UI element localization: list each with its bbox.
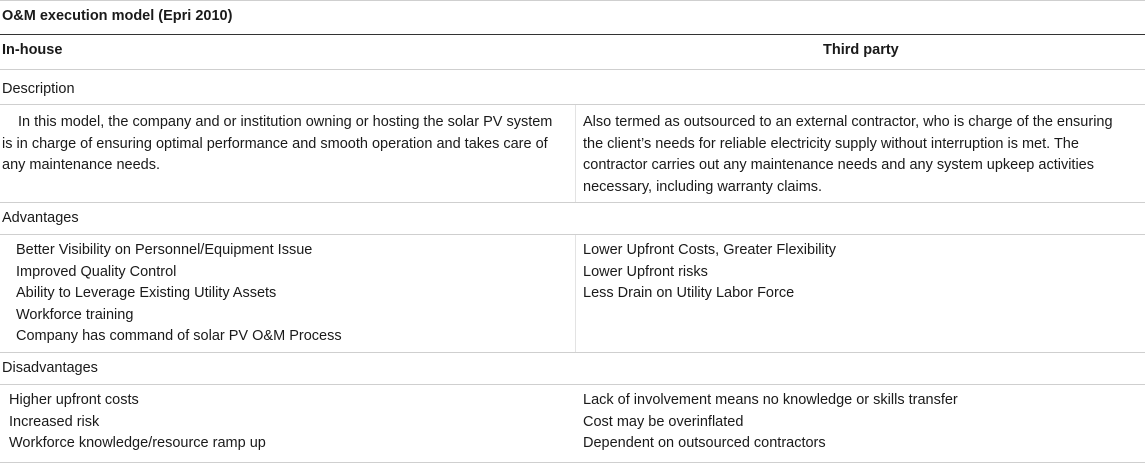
title-rule — [0, 34, 1145, 35]
disadvantages-rule — [0, 384, 1145, 385]
advantages-body-rule — [0, 352, 1145, 353]
column-header-third-party: Third party — [823, 42, 899, 58]
list-item: Better Visibility on Personnel/Equipment Issue — [16, 242, 313, 258]
header-rule — [0, 69, 1145, 70]
table-title: O&M execution model (Epri 2010) — [2, 8, 233, 24]
list-item: Lower Upfront Costs, Greater Flexibility — [583, 242, 837, 258]
description-line: Also termed as outsourced to an external contractor, who is charge of the ensuring — [583, 114, 1113, 130]
list-item: Improved Quality Control — [16, 263, 177, 280]
description-line: any maintenance needs. — [2, 157, 160, 173]
section-label-disadvantages: Disadvantages — [2, 360, 98, 376]
advantages-in-house-cell — [16, 240, 342, 348]
bottom-rule — [0, 462, 1145, 463]
section-label-advantages: Advantages — [2, 210, 79, 226]
list-item: Workforce knowledge/resource ramp up — [9, 435, 266, 451]
description-line: necessary, including warranty claims. — [583, 178, 823, 195]
column-divider — [575, 235, 576, 352]
advantages-third-party-cell — [583, 240, 836, 305]
top-rule — [0, 0, 1145, 1]
description-line: In this model, the company and or institution owning or hosting the solar PV system — [18, 114, 553, 130]
description-line: contractor carries out any maintenance needs and any system upkeep activities — [583, 157, 1094, 173]
description-body-rule — [0, 202, 1145, 203]
advantages-rule — [0, 234, 1145, 235]
disadvantages-third-party-cell — [583, 390, 958, 455]
list-item: Ability to Leverage Existing Utility Assets — [16, 285, 277, 301]
description-rule — [0, 104, 1145, 105]
column-divider — [575, 105, 576, 202]
list-item: Dependent on outsourced contractors — [583, 435, 826, 451]
list-item: Cost may be overinflated — [583, 413, 744, 430]
list-item: Increased risk — [9, 413, 100, 430]
section-label-description: Description — [2, 81, 75, 97]
list-item: Higher upfront costs — [9, 392, 139, 408]
description-line: the client’s needs for reliable electricity supply without interruption is met. The — [583, 135, 1079, 152]
description-third-party-cell — [583, 112, 1113, 198]
column-header-in-house: In-house — [2, 42, 63, 58]
list-item: Workforce training — [16, 306, 134, 323]
list-item: Lower Upfront risks — [583, 263, 708, 280]
list-item: Company has command of solar PV O&M Process — [16, 328, 342, 344]
disadvantages-in-house-cell — [9, 390, 266, 455]
description-in-house-cell — [2, 112, 552, 177]
list-item: Lack of involvement means no knowledge or skills transfer — [583, 392, 958, 408]
description-line: is in charge of ensuring optimal performance and smooth operation and takes care of — [2, 135, 548, 152]
list-item: Less Drain on Utility Labor Force — [583, 285, 795, 301]
